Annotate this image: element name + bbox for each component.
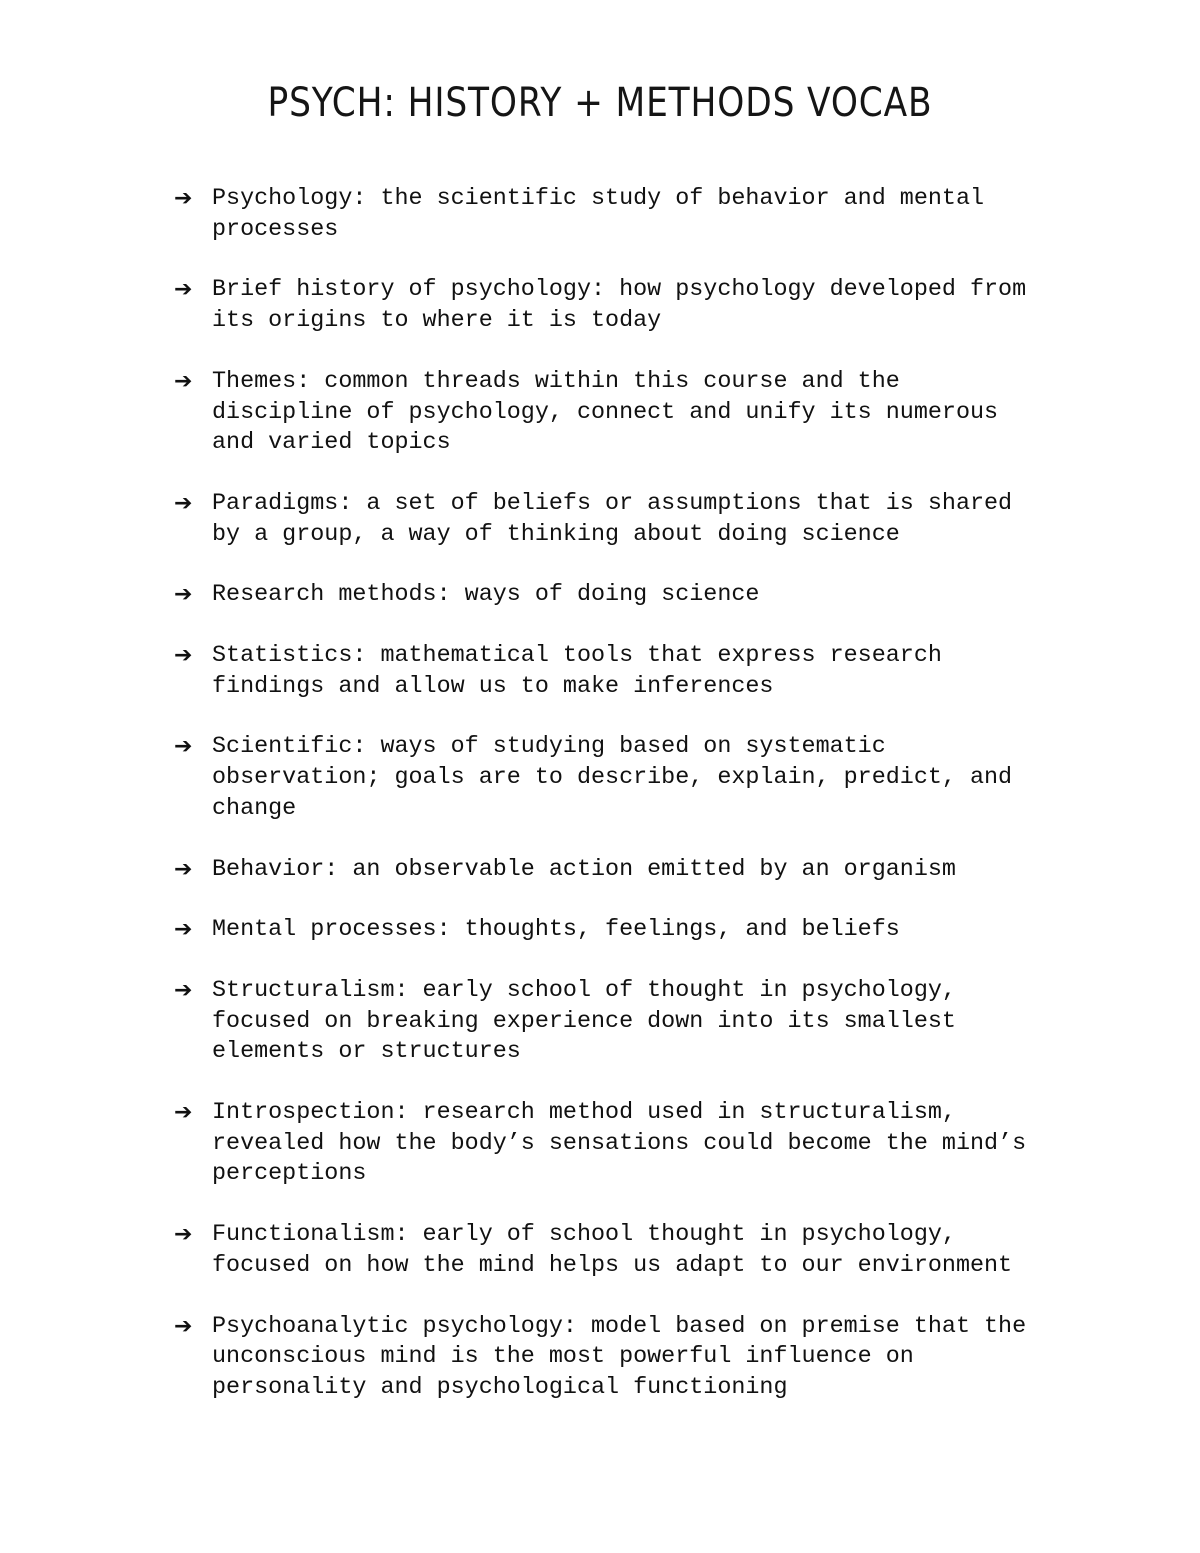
right-arrow-icon: ➔ [174,1222,193,1248]
vocab-entry: Themes: common threads within this course and the discipline of psychology, connect and unify its numerous and varied topics [212,368,999,457]
vocab-item [174,275,1054,336]
vocab-entry: Functionalism: early of school thought in psychology, focused on how the mind helps us adapt to our environment [212,1222,1013,1279]
vocab-item [174,1098,1054,1190]
vocab-entry: Psychology: the scientific study of behavior and mental processes [212,186,985,243]
right-arrow-icon: ➔ [174,977,193,1003]
vocab-entry: Research methods: ways of doing science [212,582,760,609]
vocab-entry: Psychoanalytic psychology: model based on premise that the unconscious mind is the most powerful influence on personality and psychological functioning [212,1313,1027,1401]
vocab-item [174,184,1054,245]
right-arrow-icon: ➔ [174,186,193,211]
right-arrow-icon: ➔ [174,582,193,608]
right-arrow-icon: ➔ [174,643,193,669]
vocab-item [174,976,1054,1068]
right-arrow-icon: ➔ [174,856,193,882]
vocab-entry: Scientific: ways of studying based on systematic observation; goals are to describe, explain, predict, and change [212,734,1013,822]
right-arrow-icon: ➔ [174,734,193,760]
right-arrow-icon: ➔ [174,368,193,394]
right-arrow-icon: ➔ [174,917,193,943]
vocab-item [174,1312,1054,1404]
right-arrow-icon: ➔ [174,490,193,516]
vocab-item [174,732,1054,824]
vocab-entry: Paradigms: a set of beliefs or assumptions that is shared by a group, a way of thinking about doing science [212,490,1013,548]
vocab-item [174,367,1054,459]
vocab-item [174,580,1054,611]
vocab-entry: Introspection: research method used in structuralism, revealed how the body’s sensations could become the mind’s perceptions [212,1100,1027,1188]
vocab-entry: Brief history of psychology: how psychology developed from its origins to where it is today [212,277,1027,335]
vocab-item [174,915,1054,946]
vocab-item [174,641,1054,702]
vocab-entry: Mental processes: thoughts, feelings, and beliefs [212,917,900,944]
vocab-list [174,184,1054,1434]
vocab-item [174,855,1054,886]
page-title: PSYCH: HISTORY + METHODS VOCAB [267,80,933,126]
vocab-item [174,1220,1054,1281]
vocab-entry: Statistics: mathematical tools that express research findings and allow us to make inferences [212,643,942,700]
vocab-entry: Structuralism: early school of thought in psychology, focused on breaking experience down into its smallest elements or structures [212,977,956,1066]
right-arrow-icon: ➔ [174,1100,193,1126]
right-arrow-icon: ➔ [174,1313,193,1339]
vocab-entry: Behavior: an observable action emitted by an organism [212,856,956,883]
vocab-item [174,489,1054,550]
right-arrow-icon: ➔ [174,277,193,303]
